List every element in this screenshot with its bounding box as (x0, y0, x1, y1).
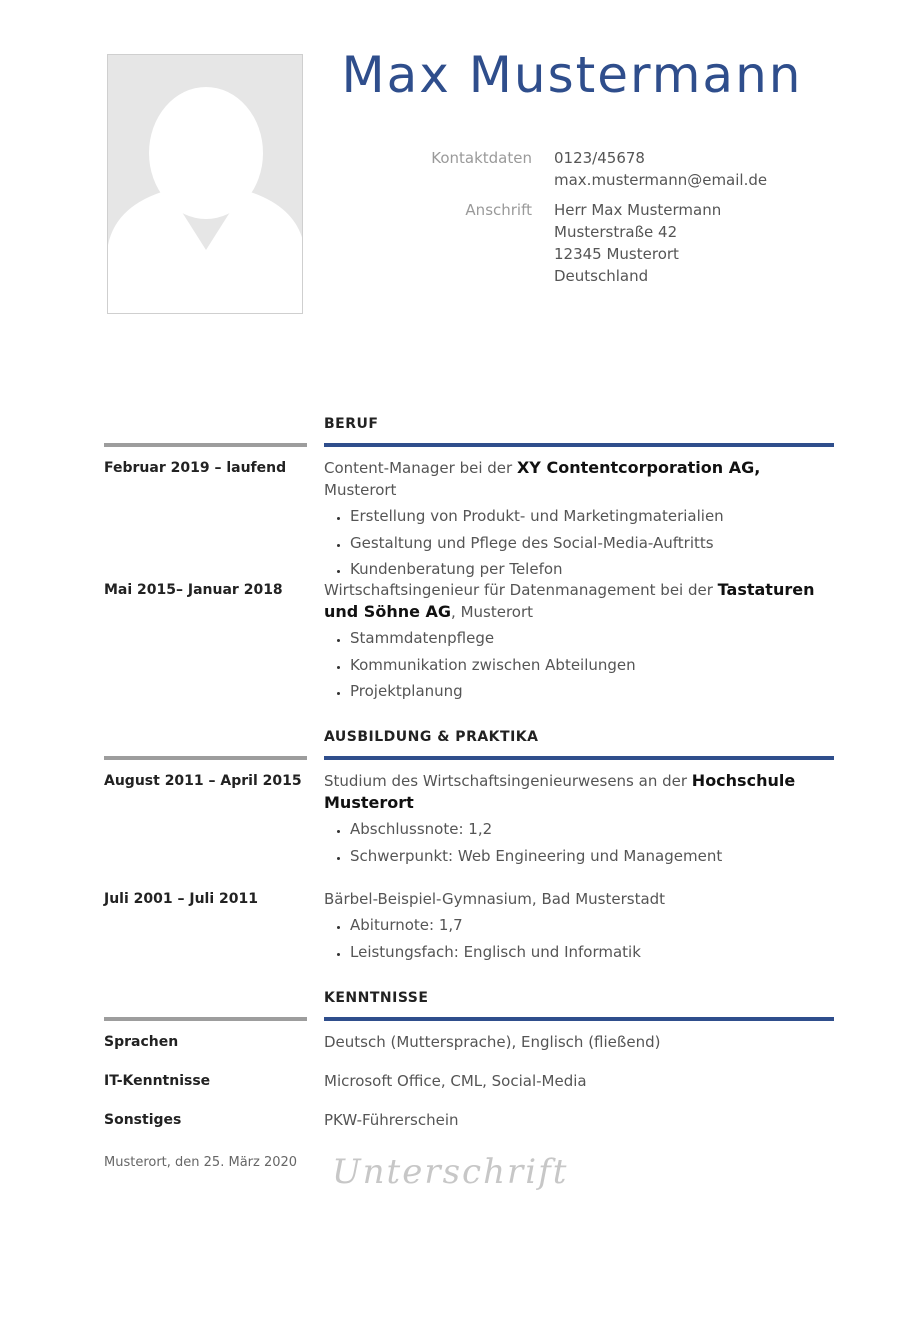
job-entry (104, 579, 834, 705)
skill-row (104, 1031, 834, 1053)
entry-date: August 2011 – April 2015 (104, 773, 302, 789)
entry-bullets (324, 912, 834, 965)
section-rule-gray (104, 756, 307, 760)
entry-bullets (324, 503, 834, 583)
phone-number: 0123/45678 (554, 149, 645, 167)
section-rule-gray (104, 1017, 307, 1021)
address-line: Herr Max Mustermann (554, 201, 722, 219)
skill-value: PKW-Führerschein (324, 1111, 459, 1129)
education-entry (104, 888, 834, 965)
section-rule-blue (324, 756, 834, 760)
skill-value: Microsoft Office, CML, Social-Media (324, 1072, 587, 1090)
entry-date: Juli 2001 – Juli 2011 (104, 891, 258, 907)
entry-role: Studium des Wirtschaftsingenieurwesens an der (324, 772, 692, 790)
bullet-item: • Abschlussnote: 1,2 (350, 816, 834, 843)
place-and-date: Musterort, den 25. März 2020 (104, 1155, 298, 1170)
contact-row (380, 147, 840, 191)
skill-label: Sprachen (104, 1034, 179, 1050)
address-label: Anschrift (465, 201, 532, 219)
address-values (554, 199, 721, 287)
skill-row (104, 1070, 834, 1092)
skill-label: Sonstiges (104, 1112, 182, 1128)
bullet-item: • Schwerpunkt: Web Engineering und Management (350, 843, 834, 870)
entry-bullets (324, 625, 834, 705)
skill-value: Deutsch (Muttersprache), Englisch (fließend) (324, 1033, 661, 1051)
entry-role: Content-Manager bei der (324, 459, 517, 477)
entry-company: Tastaturen und Söhne AG (324, 580, 815, 621)
contact-values (554, 147, 767, 191)
section-title-skills: KENNTNISSE (324, 990, 429, 1006)
bullet-item: • Leistungsfach: Englisch und Informatik (350, 939, 834, 966)
bullet-item: • Erstellung von Produkt- und Marketingmaterialien (350, 503, 834, 530)
bullet-item: • Stammdatenpflege (350, 625, 834, 652)
skill-label: IT-Kenntnisse (104, 1073, 211, 1089)
entry-date: Februar 2019 – laufend (104, 460, 287, 476)
entry-location: Musterort (324, 481, 397, 499)
entry-body (324, 457, 834, 583)
entry-body (324, 579, 834, 705)
section-rule-blue (324, 443, 834, 447)
bullet-item: • Abiturnote: 1,7 (350, 912, 834, 939)
bullet-item: • Kommunikation zwischen Abteilungen (350, 652, 834, 679)
address-row (380, 199, 840, 287)
entry-body (324, 770, 834, 869)
address-line: Musterstraße 42 (554, 223, 678, 241)
section-title-education: AUSBILDUNG & PRAKTIKA (324, 729, 539, 745)
entry-institution: Hochschule Musterort (324, 771, 796, 812)
contact-label: Kontaktdaten (431, 149, 532, 167)
education-entry (104, 770, 834, 869)
entry-role: Wirtschaftsingenieur für Datenmanagement bei der (324, 581, 718, 599)
bullet-item: • Projektplanung (350, 678, 834, 705)
section-rule-gray (104, 443, 307, 447)
entry-date: Mai 2015– Januar 2018 (104, 582, 283, 598)
address-line: 12345 Musterort (554, 245, 679, 263)
entry-body (324, 888, 834, 965)
entry-location: , Musterort (451, 603, 534, 621)
entry-company: XY Contentcorporation AG, (516, 458, 761, 477)
bullet-item: • Kundenberatung per Telefon (350, 556, 834, 583)
contact-block (380, 147, 840, 295)
bullet-item: • Gestaltung und Pflege des Social-Media-Auftritts (350, 530, 834, 557)
address-line: Deutschland (554, 267, 649, 285)
section-title-job: BERUF (324, 416, 379, 432)
entry-bullets (324, 816, 834, 869)
skill-row (104, 1109, 834, 1131)
person-name: Max Mustermann (341, 46, 803, 104)
entry-institution: Bärbel-Beispiel-Gymnasium, Bad Musterstadt (324, 890, 666, 908)
job-entry (104, 457, 834, 583)
section-rule-blue (324, 1017, 834, 1021)
email-address: max.mustermann@email.de (554, 171, 768, 189)
signature-placeholder: Unterschrift (332, 1152, 569, 1192)
